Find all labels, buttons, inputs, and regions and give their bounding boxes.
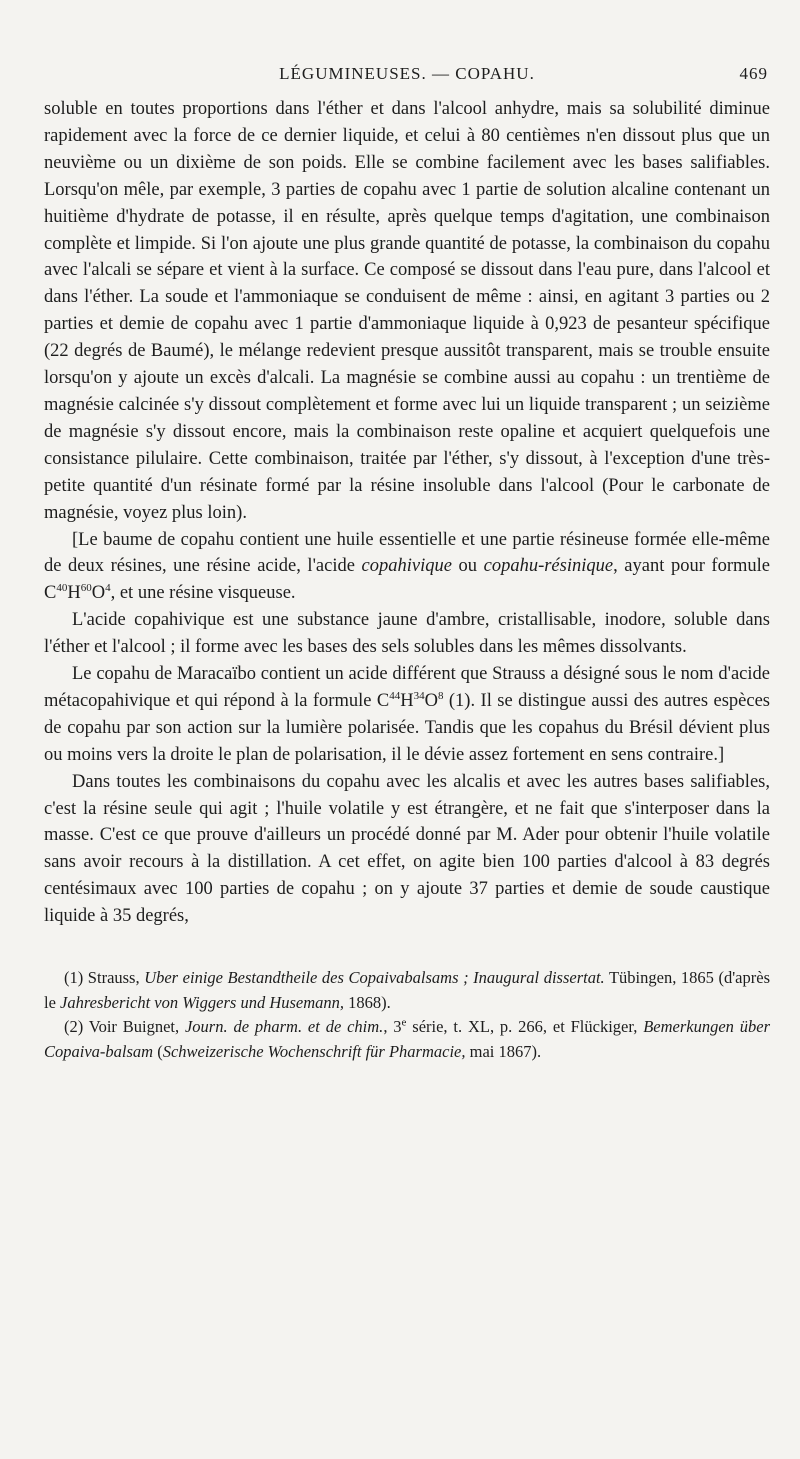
page-number: 469 bbox=[739, 64, 768, 83]
footnotes bbox=[44, 966, 770, 1064]
paragraph-2: [Le baume de copahu contient une huile essentielle et une partie résineuse formée elle-même de deux résines, une résine acide, l'acide copahivique ou copahu-résinique, ayant pour formule $C^{40}H^{60}O^4$, et une résine visqueuse. bbox=[44, 529, 770, 604]
paragraph-5: Dans toutes les combinaisons du copahu avec les alcalis et avec les autres bases salifiables, c'est la résine seule qui agit ; l'huile volatile y est étrangère, et ne fait que s'interposer dans la masse. C'est ce que prouve d'ailleurs un procédé donné par M. Ader pour obtenir l'huile volatile sans avoir recours à la distillation. A cet effet, on agite bien 100 parties d'alcool à 83 degrés centésimaux avec 100 parties de copahu ; on y ajoute 37 parties et demie de soude caustique liquide à 35 degrés, bbox=[44, 771, 770, 927]
body-text bbox=[44, 96, 770, 930]
italic-term: copahu-résinique bbox=[483, 556, 614, 577]
running-title: LÉGUMINEUSES. — COPAHU. bbox=[279, 64, 535, 83]
paragraph-1: soluble en toutes proportions dans l'éther et dans l'alcool anhydre, mais sa solubilité diminue rapidement avec la force de ce dernier liquide, et celui à 80 centièmes n'en dissout plus que un neuvième ou un dixième de son poids. Elle se combine facilement avec les bases salifiables. Lorsqu'on mêle, par exemple, 3 parties de copahu avec 1 partie de solution alcaline contenant un huitième d'hydrate de potasse, il en résulte, après quelque temps d'agitation, une combinaison complète et limpide. Si l'on ajoute une plus grande quantité de potasse, la combinaison du copahu avec l'alcali se sépare et vient à la surface. Ce composé se dissout dans l'eau pure, dans l'alcool et dans l'éther. La soude et l'ammoniaque se conduisent de même : ainsi, en agitant 3 parties ou 2 parties et demie de copahu avec 1 partie d'ammoniaque liquide à 0,923 de pesanteur spécifique (22 degrés de Baumé), le mélange redevient presque aussitôt transparent, mais se trouble ensuite lorsqu'on y ajoute un excès d'alcali. La magnésie se combine aussi au copahu : un trentième de magnésie calcinée s'y dissout complètement et forme avec lui un liquide transparent ; un seizième de magnésie s'y dissout encore, mais la combinaison reste opaline et acquiert quelquefois une consistance pilulaire. Cette combinaison, traitée par l'éther, s'y dissout, à l'exception d'une très-petite quantité d'un résinate formé par la résine insoluble dans l'alcool (Pour le carbonate de magnésie, voyez plus loin). bbox=[44, 99, 770, 523]
footnote-1: (1) Strauss, Uber einige Bestandtheile des Copaivabalsams ; Inaugural dissertat. Tübingen, 1865 (d'après le Jahresbericht von Wiggers und Husemann, 1868). bbox=[44, 968, 770, 1012]
paragraph-3: L'acide copahivique est une substance jaune d'ambre, cristallisable, inodore, soluble dans l'éther et l'alcool ; il forme avec les bases des sels solubles dans les mêmes dissolvants. bbox=[44, 610, 770, 658]
paragraph-4: Le copahu de Maracaïbo contient un acide différent que Strauss a désigné sous le nom d'acide métacopahivique et qui répond à la formule $C^{44}H^{34}O^8$ (1). Il se distingue aussi des autres espèces de copahu par son action sur la lumière polarisée. Tandis que les copahus du Brésil dévient plus ou moins vers la droite le plan de polarisation, il le dévie assez fortement en sens contraire.] bbox=[44, 664, 770, 765]
italic-term: copahivique bbox=[361, 556, 452, 577]
running-head bbox=[44, 58, 770, 88]
footnote-2: (2) Voir Buignet, Journ. de pharm. et de chim., 3e série, t. XL, p. 266, et Flückiger, Bemerkungen über Copaiva-balsam (Schweizerische Wochenschrift für Pharmacie, mai 1867). bbox=[44, 1016, 770, 1061]
